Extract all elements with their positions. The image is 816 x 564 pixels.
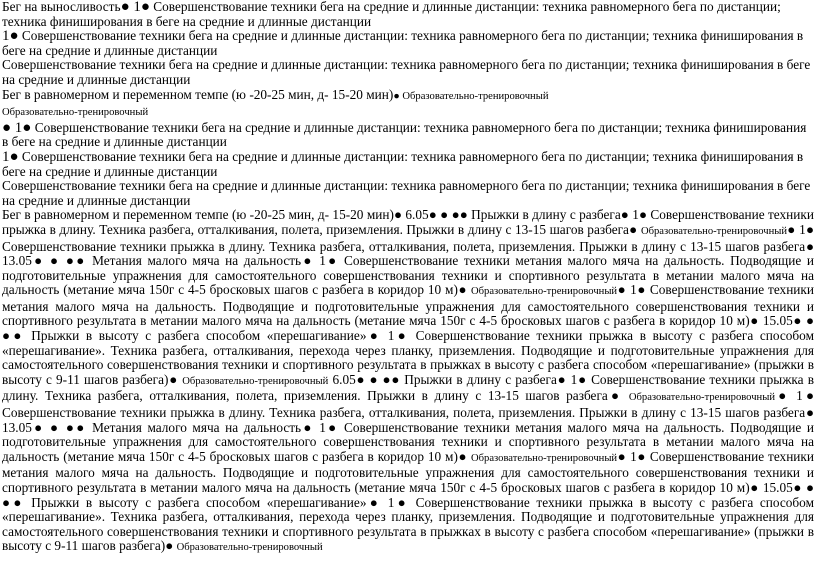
bullet-marker: 1● (2, 148, 19, 165)
text-segment: ● 1● Совершенствование техники прыжка в длину. Техника разбега, отталкивания, полета, приземления. Прыжки в длину с 13-15 шагов разбега● 13.05● ● ●● Метания малого мяча на дальность● 1● Совершенствование техники метания малого мяча на дальность. Подводящие и подготовительные упражнения для самостоятельного совершенствования техники и спортивного результата в метании малого мяча на дальность (метание мяча 150г с 4-5 бросковых шагов с разбега в коридор 10 м)● (2, 221, 814, 298)
text-segment: Бег в равномерном и переменном темпе (ю -20-25 мин, д- 15-20 мин) (2, 86, 394, 102)
category-label: Образовательно-тренировочный (2, 107, 149, 119)
text-segment: 6.05● ● ●● Прыжки в длину с разбега● 1● Совершенствование техники прыжка в длину. Техника разбега, отталкивания, полета, приземления. Прыжки в длину с 13-15 шагов разбега● (2, 371, 814, 404)
bullet-marker: ● 1● (120, 0, 150, 15)
paragraph (2, 121, 814, 150)
category-label: Образовательно-тренировочный (470, 452, 618, 464)
text-segment: Совершенствование техники бега на средние и длинные дистанции: техника равномерного бега по дистанции; техника финиширования в беге на средние и длинные дистанции (2, 0, 781, 29)
paragraph (2, 29, 814, 58)
text-segment: Совершенствование техники бега на средние и длинные дистанции: техника равномерного бега по дистанции; техника финиширования в беге на средние и длинные дистанции (2, 148, 804, 179)
text-segment: ● 1● Совершенствование техники метания малого мяча на дальность. Подводящие и подготовительные упражнения для самостоятельного совершенствования техники и спортивного результата в метании малого мяча на дальность (метание мяча 150г с 4-5 бросковых шагов с разбега в коридор 10 м)● 15.05● ● ●● Прыжки в высоту с разбега способом «перешагивание»● 1● Совершенствование техники прыжка в высоту с разбега способом «перешагивание». Техника разбега, отталкивания, перехода через планку, приземления. Подводящие и подготовительные упражнения для самостоятельного совершенствования техники и спортивного результата в прыжках в высоту с разбега способом «перешагивание» (прыжки в высоту с 9-11 шагов разбега)● (2, 282, 814, 387)
category-label: Образовательно-тренировочный (470, 286, 618, 298)
paragraph (2, 58, 814, 87)
text-segment: ● 1● Совершенствование техники прыжка в длину. Техника разбега, отталкивания, полета, приземления. Прыжки в длину с 13-15 шагов разбега● 13.05● ● ●● Метания малого мяча на дальность● 1● Совершенствование техники метания малого мяча на дальность. Подводящие и подготовительные упражнения для самостоятельного совершенствования техники и спортивного результата в метании малого мяча на дальность (метание мяча 150г с 4-5 бросковых шагов с разбега в коридор 10 м)● (2, 388, 814, 464)
text-segment: Бег в равномерном и переменном темпе (ю -20-25 мин, д- 15-20 мин)● 6.05● ● ●● Прыжки в длину с разбега● 1● Совершенствование техники прыжка в длину. Техника разбега, отталкивания, полета, приземления. Прыжки в длину с 13-15 шагов разбега● (2, 207, 814, 237)
category-label: Образовательно-тренировочный (640, 225, 788, 237)
category-label: Образовательно-тренировочный (176, 542, 323, 554)
text-segment: ● 1● Совершенствование техники метания малого мяча на дальность. Подводящие и подготовительные упражнения для самостоятельного совершенствования техники и спортивного результата в метании малого мяча на дальность (метание мяча 150г с 4-5 бросковых шагов с разбега в коридор 10 м)● 15.05● ● ●● Прыжки в высоту с разбега способом «перешагивание»● 1● Совершенствование техники прыжка в высоту с разбега способом «перешагивание». Техника разбега, отталкивания, перехода через планку, приземления. Подводящие и подготовительные упражнения для самостоятельного совершенствования техники и спортивного результата в прыжках в высоту с разбега способом «перешагивание» (прыжки в высоту с 9-11 шагов разбега)● (2, 448, 814, 554)
bullet-marker: ● 1● (2, 119, 32, 136)
text-segment: Совершенствование техники бега на средние и длинные дистанции: техника равномерного бега по дистанции; техника финиширования в беге на средние и длинные дистанции (2, 119, 807, 150)
paragraph (2, 104, 814, 121)
paragraph (2, 208, 814, 556)
paragraph (2, 0, 814, 29)
category-label: Образовательно-тренировочный (628, 392, 775, 404)
text-segment: Совершенствование техники бега на средние и длинные дистанции: техника равномерного бега по дистанции; техника финиширования в беге на средние и длинные дистанции (2, 57, 811, 87)
text-segment: Совершенствование техники бега на средние и длинные дистанции: техника равномерного бега по дистанции; техника финиширования в беге на средние и длинные дистанции (2, 28, 804, 58)
paragraph (2, 88, 814, 105)
text-segment: Бег на выносливость (2, 0, 121, 14)
category-label: ● Образовательно-тренировочный (393, 90, 549, 102)
text-segment: Совершенствование техники бега на средние и длинные дистанции: техника равномерного бега по дистанции; техника финиширования в беге на средние и длинные дистанции (2, 178, 811, 208)
paragraph (2, 150, 814, 179)
category-label: Образовательно-тренировочный (182, 375, 329, 387)
bullet-marker: 1● (2, 28, 19, 45)
paragraph (2, 179, 814, 208)
